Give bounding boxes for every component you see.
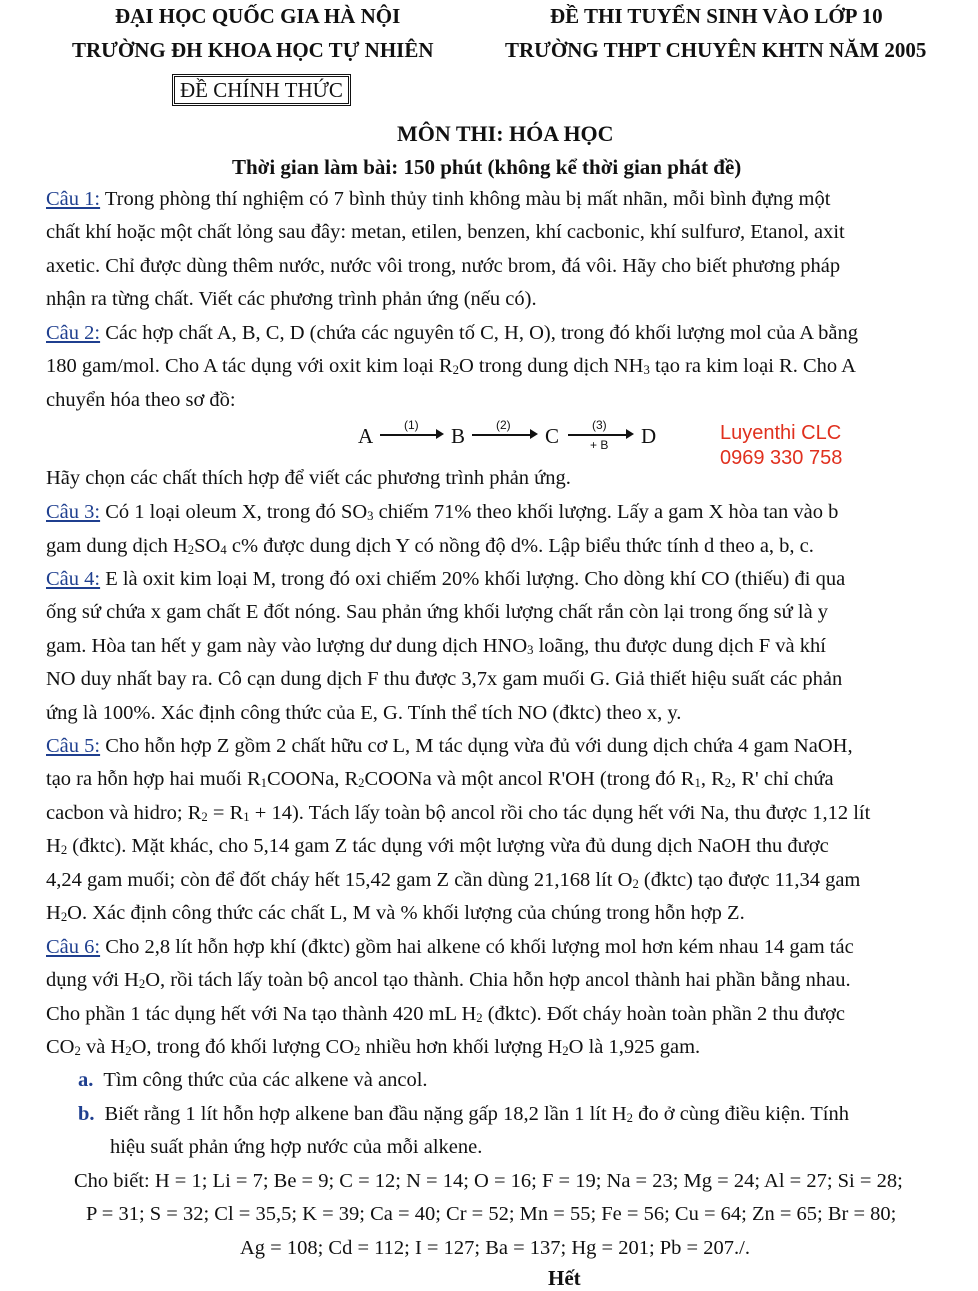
question-6-line-4: $CO_2$ và $H_2O$, trong đó khối lượng $CO_2$ nhiều hơn khối lượng $H_2O$ là 1,925 gam. [46, 1036, 701, 1058]
compound-a: A [358, 424, 374, 448]
question-1-line-2: chất khí hoặc một chất lỏng sau đây: metan, etilen, benzen, khí cacbonic, khí sulfurơ, Etanol, axit [46, 221, 845, 243]
compound-b: B [451, 424, 466, 448]
question-6-label: Câu 6: [46, 936, 101, 958]
part-a-label: a. [78, 1069, 94, 1091]
question-5-line-3: cacbon và hidro; $R_2 = R_1 + 14$). Tách lấy toàn bộ ancol rồi cho tác dụng hết với Na, thu được 1,12 lít [46, 802, 871, 824]
arrow-step-2-label: (2) [496, 418, 511, 432]
question-4-line-3: gam. Hòa tan hết y gam này vào lượng dư dung dịch $HNO_3$ loãng, thu được dung dịch F và khí [46, 635, 826, 657]
arrow-step-1 [380, 418, 444, 452]
faculty-name: TRƯỜNG ĐH KHOA HỌC TỰ NHIÊN [72, 38, 434, 62]
arrow-step-3 [568, 418, 634, 452]
question-6-part-a: a. Tìm công thức của các alkene và ancol. [78, 1069, 428, 1091]
university-name: ĐẠI HỌC QUỐC GIA HÀ NỘI [115, 4, 401, 28]
question-1-line-4: nhận ra từng chất. Viết các phương trình phản ứng (nếu có). [46, 288, 537, 310]
end-marker: Hết [548, 1266, 581, 1290]
question-5-label: Câu 5: [46, 735, 101, 757]
question-5-line-6: $H_2O$. Xác định công thức các chất L, M và % khối lượng của chúng trong hỗn hợp Z. [46, 902, 745, 924]
question-3-line-1: Câu 3: Có 1 loại oleum X, trong đó $SO_3$ chiếm 71% theo khối lượng. Lấy a gam X hòa tan vào b [46, 501, 839, 523]
arrow-step-3-label: (3) [592, 418, 607, 432]
question-5-line-5: 4,24 gam muối; còn để đốt cháy hết 15,42 gam Z cần dùng 21,168 lít $O_2$ (đktc) tạo được 11,34 gam [46, 869, 861, 891]
exam-duration: Thời gian làm bài: 150 phút (không kể thời gian phát đề) [232, 155, 742, 179]
question-5-line-4: $H_2$ (đktc). Mặt khác, cho 5,14 gam Z tác dụng với một lượng vừa đủ dung dịch NaOH thu được [46, 835, 829, 857]
question-3-label: Câu 3: [46, 501, 101, 523]
arrow-step-3-reagent: + B [590, 438, 609, 452]
question-6-line-3: Cho phần 1 tác dụng hết với Na tạo thành 420 mL $H_2$ (đktc). Đốt cháy hoàn toàn phần 2 thu được [46, 1003, 845, 1025]
question-5-line-1: Câu 5: Cho hỗn hợp Z gồm 2 chất hữu cơ L, M tác dụng vừa đủ với dung dịch chứa 4 gam NaOH, [46, 735, 853, 757]
question-1-label: Câu 1: [46, 188, 101, 210]
question-2-line-1: Câu 2: Các hợp chất A, B, C, D (chứa các nguyên tố C, H, O), trong đó khối lượng mol của A bằng [46, 322, 858, 344]
question-6-part-b-line-1: b. Biết rằng 1 lít hỗn hợp alkene ban đầu nặng gấp 18,2 lần 1 lít $H_2$ đo ở cùng điều kiện. Tính [78, 1103, 849, 1125]
compound-c: C [545, 424, 560, 448]
question-2-line-4: Hãy chọn các chất thích hợp để viết các phương trình phản ứng. [46, 467, 571, 489]
arrow-step-2 [472, 418, 538, 452]
official-stamp: ĐỀ CHÍNH THỨC [172, 78, 351, 103]
question-4-line-2: ống sứ chứa x gam chất E đốt nóng. Sau phản ứng khối lượng chất rắn còn lại trong ống sứ là y [46, 601, 829, 623]
part-b-label: b. [78, 1103, 95, 1125]
question-6-part-b-line-2: hiệu suất phản ứng hợp nước của mỗi alkene. [110, 1136, 483, 1158]
question-4-line-4: NO duy nhất bay ra. Cô cạn dung dịch F thu được 3,7x gam muối G. Giả thiết hiệu suất các phản [46, 668, 843, 690]
question-2-line-3: chuyển hóa theo sơ đồ: [46, 389, 236, 411]
question-1-line-3: axetic. Chỉ được dùng thêm nước, nước vôi trong, nước brom, đá vôi. Hãy cho biết phương pháp [46, 255, 841, 277]
exam-title: ĐỀ THI TUYỂN SINH VÀO LỚP 10 [550, 4, 883, 28]
atomic-masses-line-3: Ag = 108; Cd = 112; I = 127; Ba = 137; Hg = 201; Pb = 207./. [240, 1237, 750, 1259]
question-2-line-2: 180 gam/mol. Cho A tác dụng với oxit kim loại $R_2O$ trong dung dịch $NH_3$ tạo ra kim loại R. Cho A [46, 355, 856, 377]
watermark-name: Luyenthi CLC [720, 422, 842, 444]
arrow-step-1-label: (1) [404, 418, 419, 432]
question-1-line-1: Câu 1: Trong phòng thí nghiệm có 7 bình thủy tinh không màu bị mất nhãn, mỗi bình đựng một [46, 188, 831, 210]
question-4-line-1: Câu 4: E là oxit kim loại M, trong đó oxi chiếm 20% khối lượng. Cho dòng khí CO (thiếu) đi qua [46, 568, 846, 590]
atomic-masses-line-1: Cho biết: H = 1; Li = 7; Be = 9; C = 12; N = 14; O = 16; F = 19; Na = 23; Mg = 24; Al = 27; Si = 28; [74, 1170, 903, 1192]
question-5-line-2: tạo ra hỗn hợp hai muối $R_1COONa$, $R_2COONa$ và một ancol R'OH (trong đó $R_1$, $R_2$, R' chỉ chứa [46, 768, 834, 790]
question-2-label: Câu 2: [46, 322, 101, 344]
question-6-line-2: dụng với $H_2O$, rồi tách lấy toàn bộ ancol tạo thành. Chia hỗn hợp ancol thành hai phần bằng nhau. [46, 969, 851, 991]
question-4-line-5: ứng là 100%. Xác định công thức của E, G. Tính thể tích NO (đktc) theo x, y. [46, 702, 682, 724]
question-4-label: Câu 4: [46, 568, 101, 590]
question-3-line-2: gam dung dịch $H_2SO_4$ c% được dung dịch Y có nồng độ d%. Lập biểu thức tính d theo a, b, c. [46, 535, 814, 557]
compound-d: D [641, 424, 657, 448]
watermark-phone: 0969 330 758 [720, 447, 843, 469]
atomic-masses-line-2: P = 31; S = 32; Cl = 35,5; K = 39; Ca = 40; Cr = 52; Mn = 55; Fe = 56; Cu = 64; Zn = 65; Br = 80; [86, 1203, 897, 1225]
school-name: TRƯỜNG THPT CHUYÊN KHTN NĂM 2005 [505, 38, 927, 62]
question-6-line-1: Câu 6: Cho 2,8 lít hỗn hợp khí (đktc) gồm hai alkene có khối lượng mol hơn kém nhau 14 gam tác [46, 936, 854, 958]
subject-title: MÔN THI: HÓA HỌC [397, 121, 614, 146]
